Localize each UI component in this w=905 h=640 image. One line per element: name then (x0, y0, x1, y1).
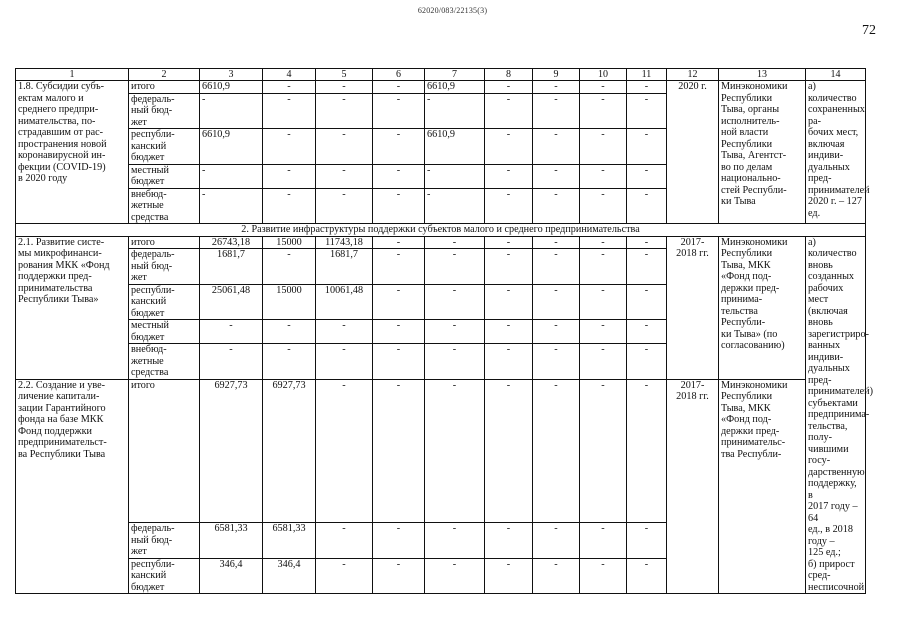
cell-c9: - (533, 379, 580, 523)
cell-c9: - (533, 320, 580, 344)
cell-c6: - (373, 320, 425, 344)
cell-c3: 26743,18 (200, 236, 263, 249)
funding-source: федераль- ный бюд- жет (129, 249, 200, 285)
cell-c9: - (533, 164, 580, 188)
executor: Минэкономики Республики Тыва, органы исполнитель- ной власти Республики Тыва, Агентст- во по делам национально- стей Республи- ки Тыва (719, 81, 806, 224)
cell-c8: - (485, 558, 533, 594)
cell-c3: - (200, 188, 263, 224)
header-col-14: 14 (806, 69, 866, 81)
funding-source: республи- канский бюджет (129, 558, 200, 594)
funding-source: федераль- ный бюд- жет (129, 93, 200, 129)
cell-c9: - (533, 284, 580, 320)
cell-c4: - (263, 344, 316, 380)
funding-source: итого (129, 236, 200, 249)
cell-c8: - (485, 236, 533, 249)
cell-c4: - (263, 164, 316, 188)
measure-name: 1.8. Субсидии субъ- ектам малого и среднего предпри- нимательства, по- страдавшим от рас- пространения новой коронавирусной ин- фекции (COVID-19) в 2020 году (16, 81, 129, 224)
header-col-11: 11 (627, 69, 667, 81)
cell-c5: 1681,7 (316, 249, 373, 285)
cell-c10: - (580, 558, 627, 594)
header-row (16, 69, 866, 81)
header-col-7: 7 (425, 69, 485, 81)
cell-c6: - (373, 129, 425, 165)
cell-c6: - (373, 284, 425, 320)
executor: Минэкономики Республики Тыва, МКК «Фонд под- держки пред- принима- тельства Республи- ки Тыва» (по согласованию) (719, 236, 806, 379)
cell-c6: - (373, 81, 425, 94)
cell-c8: - (485, 188, 533, 224)
cell-c5: - (316, 558, 373, 594)
cell-c5: - (316, 164, 373, 188)
cell-c11: - (627, 379, 667, 523)
cell-c10: - (580, 164, 627, 188)
cell-c3: - (200, 164, 263, 188)
cell-c5: - (316, 188, 373, 224)
cell-c3: - (200, 320, 263, 344)
header-col-12: 12 (667, 69, 719, 81)
cell-c4: - (263, 129, 316, 165)
header-col-1: 1 (16, 69, 129, 81)
table-row (16, 81, 866, 94)
cell-c3: 6927,73 (200, 379, 263, 523)
cell-c5: - (316, 129, 373, 165)
cell-c8: - (485, 320, 533, 344)
cell-c3: 1681,7 (200, 249, 263, 285)
header-col-5: 5 (316, 69, 373, 81)
cell-c10: - (580, 188, 627, 224)
period: 2017- 2018 гг. (667, 236, 719, 379)
cell-c5: - (316, 344, 373, 380)
cell-c5: - (316, 320, 373, 344)
header-col-10: 10 (580, 69, 627, 81)
cell-c5: - (316, 379, 373, 523)
cell-c6: - (373, 379, 425, 523)
cell-c7: - (425, 523, 485, 559)
cell-c10: - (580, 249, 627, 285)
cell-c6: - (373, 344, 425, 380)
funding-source: республи- канский бюджет (129, 129, 200, 165)
cell-c5: - (316, 93, 373, 129)
cell-c6: - (373, 558, 425, 594)
cell-c8: - (485, 523, 533, 559)
cell-c4: 15000 (263, 284, 316, 320)
cell-c11: - (627, 129, 667, 165)
cell-c4: 6581,33 (263, 523, 316, 559)
cell-c7: - (425, 379, 485, 523)
header-col-3: 3 (200, 69, 263, 81)
cell-c8: - (485, 344, 533, 380)
cell-c10: - (580, 320, 627, 344)
funding-source: внебюд- жетные средства (129, 188, 200, 224)
cell-c10: - (580, 344, 627, 380)
cell-c5: 11743,18 (316, 236, 373, 249)
cell-c7: - (425, 93, 485, 129)
cell-c9: - (533, 93, 580, 129)
cell-c8: - (485, 81, 533, 94)
cell-c11: - (627, 236, 667, 249)
cell-c9: - (533, 344, 580, 380)
period: 2020 г. (667, 81, 719, 224)
cell-c4: - (263, 81, 316, 94)
header-col-2: 2 (129, 69, 200, 81)
funding-source: республи- канский бюджет (129, 284, 200, 320)
cell-c7: - (425, 284, 485, 320)
cell-c11: - (627, 81, 667, 94)
cell-c7: 6610,9 (425, 129, 485, 165)
cell-c9: - (533, 188, 580, 224)
cell-c8: - (485, 379, 533, 523)
cell-c11: - (627, 320, 667, 344)
header-col-8: 8 (485, 69, 533, 81)
cell-c9: - (533, 81, 580, 94)
cell-c7: - (425, 188, 485, 224)
page-number: 72 (862, 23, 876, 38)
cell-c10: - (580, 284, 627, 320)
period: 2017- 2018 гг. (667, 379, 719, 594)
cell-c10: - (580, 236, 627, 249)
cell-c11: - (627, 558, 667, 594)
cell-c6: - (373, 164, 425, 188)
cell-c8: - (485, 129, 533, 165)
cell-c11: - (627, 188, 667, 224)
cell-c4: - (263, 188, 316, 224)
cell-c10: - (580, 81, 627, 94)
cell-c3: 6610,9 (200, 129, 263, 165)
cell-c4: - (263, 249, 316, 285)
cell-c3: - (200, 93, 263, 129)
cell-c4: - (263, 93, 316, 129)
cell-c3: - (200, 344, 263, 380)
table-row (16, 236, 866, 249)
cell-c10: - (580, 93, 627, 129)
cell-c5: - (316, 81, 373, 94)
cell-c4: 15000 (263, 236, 316, 249)
cell-c9: - (533, 249, 580, 285)
cell-c9: - (533, 558, 580, 594)
cell-c7: - (425, 320, 485, 344)
funding-source: местный бюджет (129, 164, 200, 188)
table-row (16, 379, 866, 523)
cell-c7: - (425, 249, 485, 285)
header-col-9: 9 (533, 69, 580, 81)
funding-source: внебюд- жетные средства (129, 344, 200, 380)
cell-c3: 346,4 (200, 558, 263, 594)
cell-c11: - (627, 249, 667, 285)
cell-c8: - (485, 284, 533, 320)
cell-c4: - (263, 320, 316, 344)
cell-c3: 6610,9 (200, 81, 263, 94)
cell-c6: - (373, 249, 425, 285)
cell-c10: - (580, 523, 627, 559)
header-col-4: 4 (263, 69, 316, 81)
cell-c8: - (485, 93, 533, 129)
cell-c6: - (373, 236, 425, 249)
executor: Минэкономики Республики Тыва, МКК «Фонд под- держки пред- принимательс- тва Республи- (719, 379, 806, 594)
program-table (15, 68, 873, 594)
cell-c7: - (425, 164, 485, 188)
header-col-13: 13 (719, 69, 806, 81)
cell-c7: - (425, 558, 485, 594)
cell-c5: 10061,48 (316, 284, 373, 320)
cell-c6: - (373, 523, 425, 559)
cell-c11: - (627, 284, 667, 320)
cell-c11: - (627, 344, 667, 380)
section-row (16, 224, 866, 237)
cell-c8: - (485, 164, 533, 188)
cell-c11: - (627, 523, 667, 559)
cell-c7: 6610,9 (425, 81, 485, 94)
funding-source: федераль- ный бюд- жет (129, 523, 200, 559)
section-title: 2. Развитие инфраструктуры поддержки субъектов малого и среднего предпринимательства (16, 224, 866, 237)
cell-c11: - (627, 164, 667, 188)
cell-c3: 6581,33 (200, 523, 263, 559)
document-id: 62020/083/22135(3) (417, 6, 488, 15)
cell-c6: - (373, 188, 425, 224)
cell-c5: - (316, 523, 373, 559)
expected-result: а) количество сохраненных ра- бочих мест, включая индиви- дуальных пред- принимателей 2020 г. – 127 ед. (806, 81, 866, 224)
cell-c4: 346,4 (263, 558, 316, 594)
measure-name: 2.2. Создание и уве- личение капитали- зации Гарантийного фонда на базе МКК Фонд поддержки предпринимательст- ва Республики Тыва (16, 379, 129, 594)
funding-source: итого (129, 81, 200, 94)
cell-c10: - (580, 379, 627, 523)
expected-result: а) количество вновь созданных рабочих мест (включая вновь зарегистриро- ванных индиви- дуальных пред- принимателей) субъектами предпринима- тельства, полу- чившими госу- дарственную поддержку, в 2017 году – 64 ед., в 2018 году – 125 ед.; б) прирост сред- несписочной (806, 236, 866, 594)
cell-c9: - (533, 129, 580, 165)
funding-source: местный бюджет (129, 320, 200, 344)
funding-source: итого (129, 379, 200, 523)
cell-c9: - (533, 523, 580, 559)
cell-c6: - (373, 93, 425, 129)
cell-c9: - (533, 236, 580, 249)
header-col-6: 6 (373, 69, 425, 81)
cell-c3: 25061,48 (200, 284, 263, 320)
cell-c7: - (425, 236, 485, 249)
cell-c11: - (627, 93, 667, 129)
cell-c7: - (425, 344, 485, 380)
cell-c10: - (580, 129, 627, 165)
cell-c4: 6927,73 (263, 379, 316, 523)
cell-c8: - (485, 249, 533, 285)
measure-name: 2.1. Развитие систе- мы микрофинанси- рования МКК «Фонд поддержки пред- принимательства Республики Тыва» (16, 236, 129, 379)
